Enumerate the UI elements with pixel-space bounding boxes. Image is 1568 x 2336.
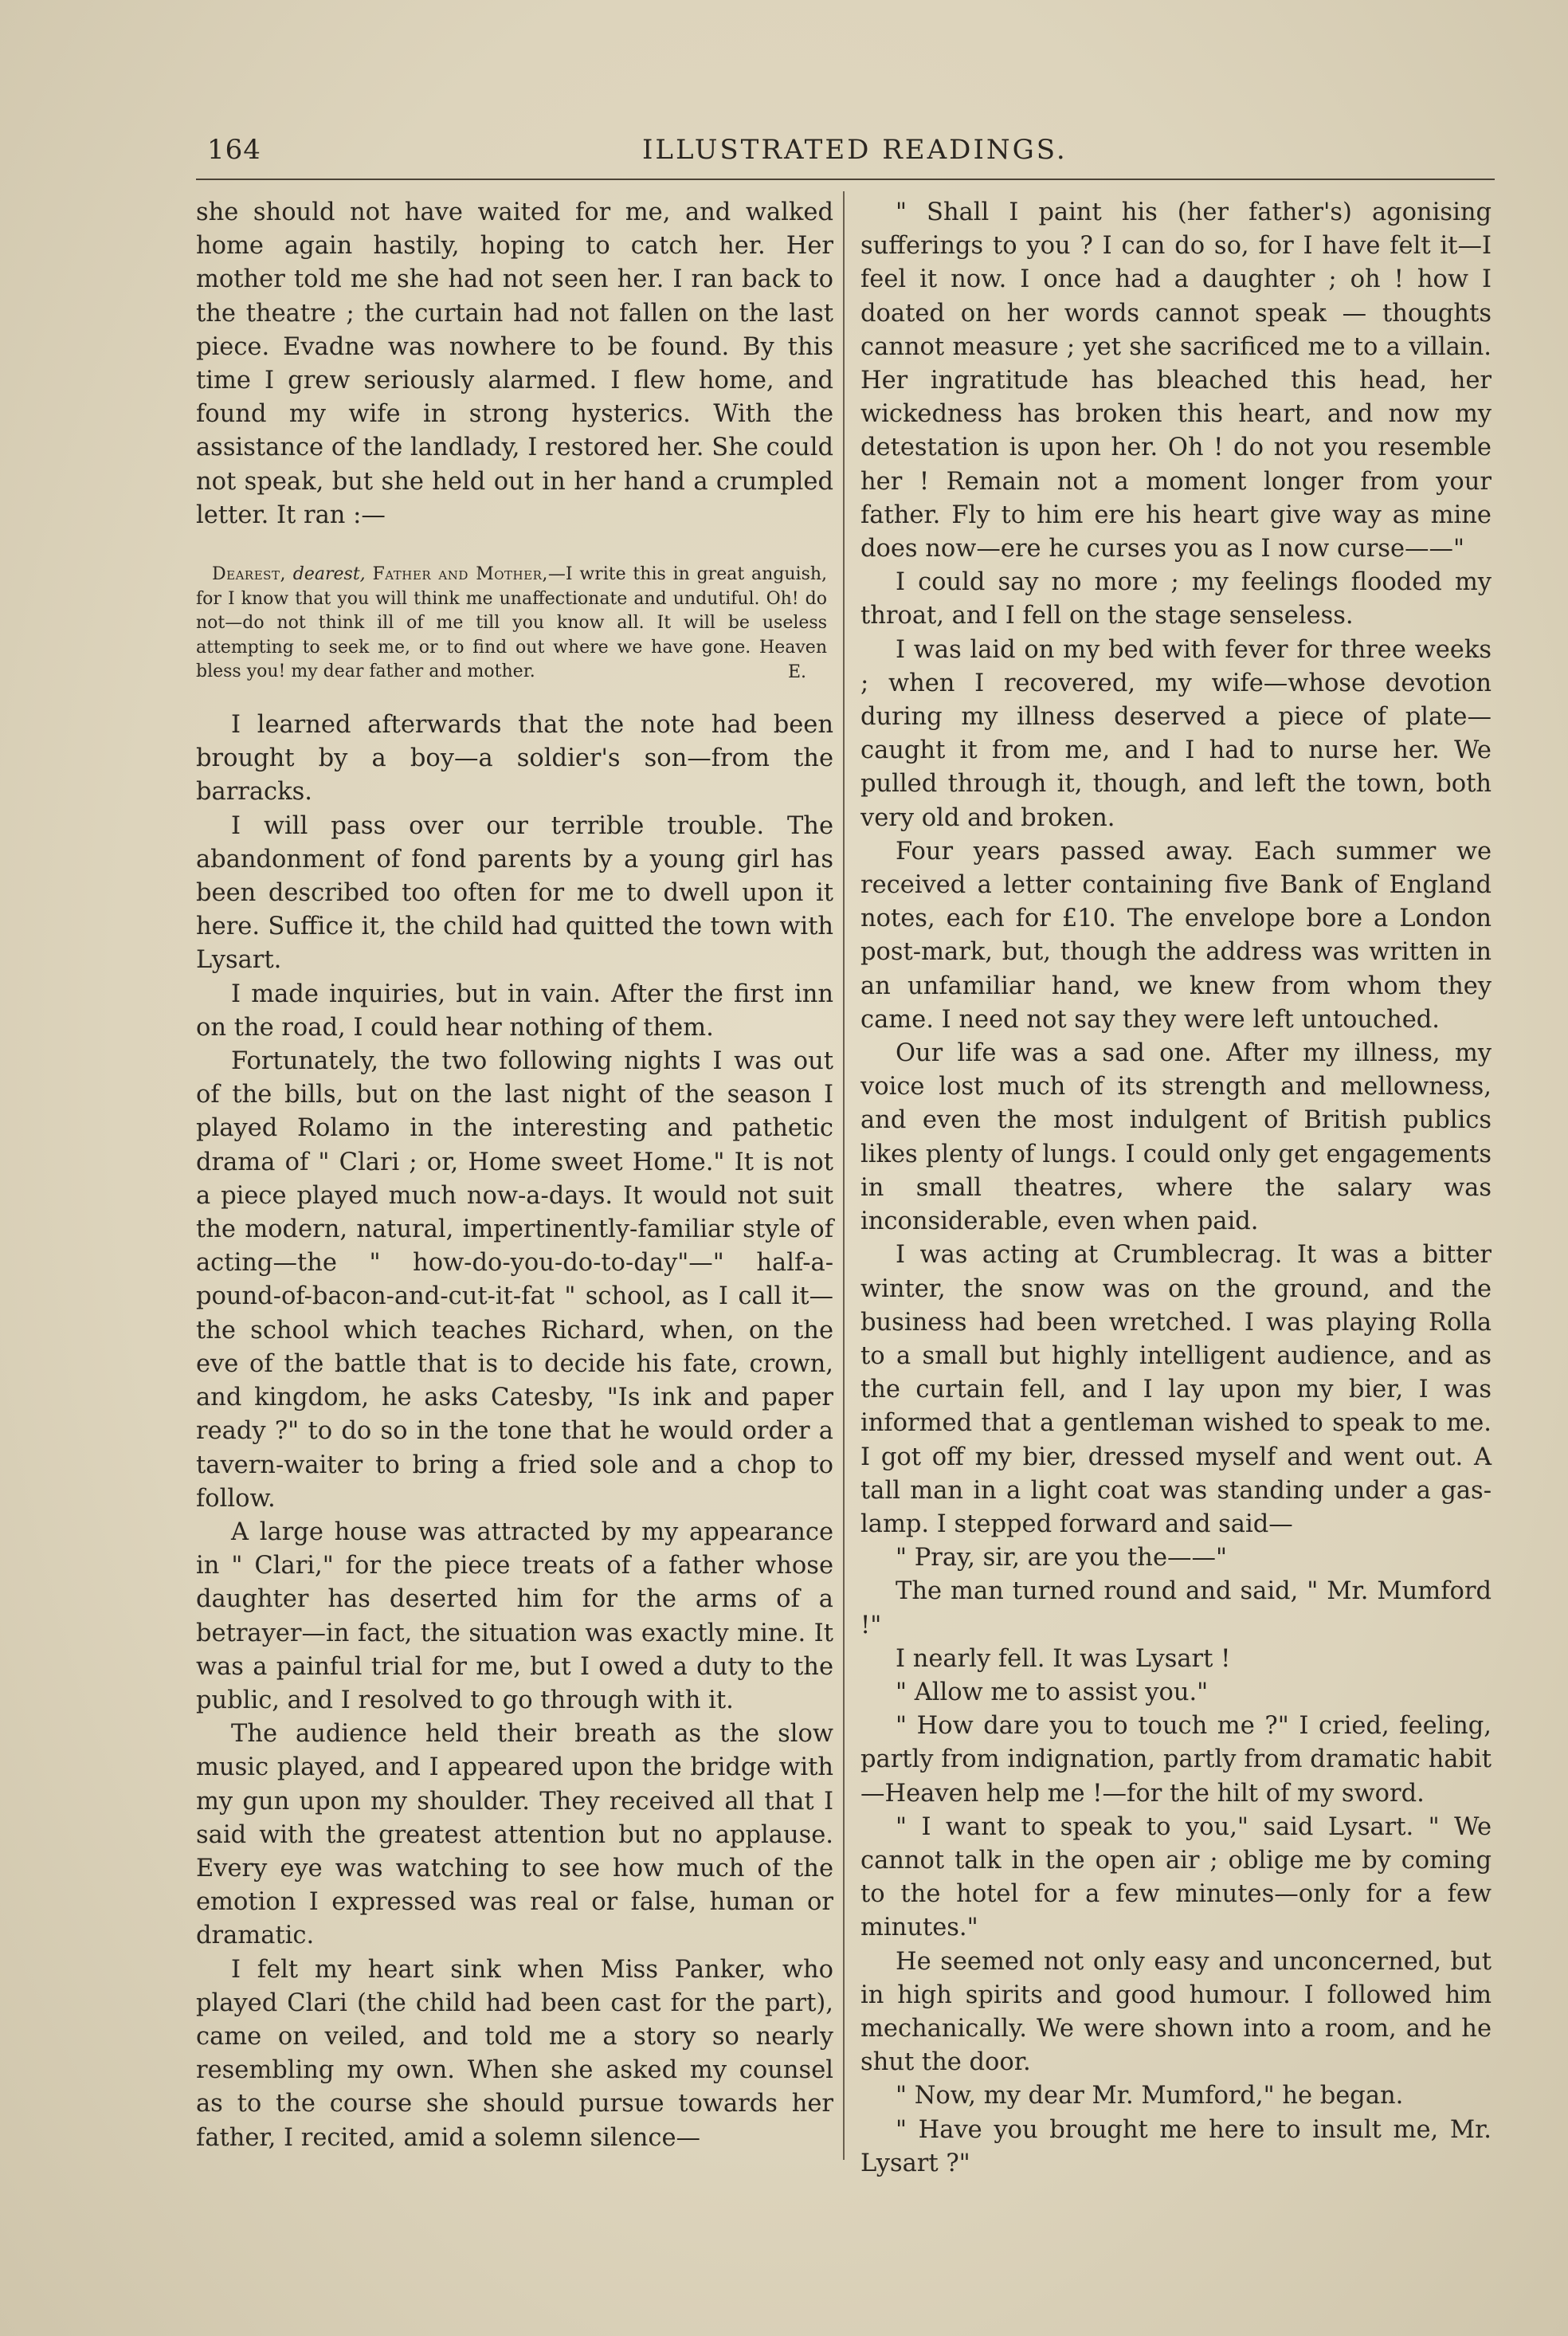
letter-salutation-emphasis: dearest, <box>292 564 366 585</box>
paragraph: The man turned round and said, " Mr. Mumford !" <box>860 1577 1492 1639</box>
paragraph: I felt my heart sink when Miss Panker, who played Clari (the child had been cast for the part), came on veiled, and told me a story so nearly resembling my own. When she asked my counsel as to the course she should pursue towards her father, I recited, amid a solemn silence— <box>196 1955 833 2152</box>
letter-body: —I write this in great anguish, for I know that you will think me unaffectionate and undutiful. Oh! do not—do not think ill of me till you know all. It will be useless attempting to seek me, or to find out where we have gone. Heaven bless you! my dear father and mother. <box>196 564 828 682</box>
quoted-letter <box>196 563 827 685</box>
right-column <box>860 196 1492 2181</box>
paragraph: I was acting at Crumblecrag. It was a bitter winter, the snow was on the ground, and the business had been wretched. I was playing Rolla to a small but highly intelligent audience, and as the curtain fell, and I lay upon my bier, I was informed that a gentleman wished to speak to me. I got off my bier, dressed myself and went out. A tall man in a light coat was standing under a gas-lamp. I stepped forward and said— <box>860 1241 1492 1538</box>
header-rule <box>196 179 1495 180</box>
page-header <box>196 134 1484 174</box>
paragraph: Our life was a sad one. After my illness, my voice lost much of its strength and mellowness, and even the most indulgent of British publics likes plenty of lungs. I could only get engagements in small theatres, where the salary was inconsiderable, even when paid. <box>860 1039 1492 1236</box>
paragraph: " Allow me to assist you." <box>896 1678 1209 1706</box>
paragraph: I made inquiries, but in vain. After the first inn on the road, I could hear nothing of them. <box>196 980 833 1042</box>
paragraph: The audience held their breath as the slow music played, and I appeared upon the bridge with my gun upon my shoulder. They received all that I said with the greatest attention but no applause. Every eye was watching to see how much of the emotion I expressed was real or false, human or dramatic. <box>196 1720 833 1950</box>
paragraph: " Pray, sir, are you the——" <box>896 1544 1228 1572</box>
paragraph: I learned afterwards that the note had been brought by a boy—a soldier's son—from the barracks. <box>196 711 833 807</box>
paragraph: I could say no more ; my feelings flooded my throat, and I fell on the stage senseless. <box>860 568 1492 630</box>
paragraph: I nearly fell. It was Lysart ! <box>896 1644 1231 1673</box>
paragraph: I was laid on my bed with fever for three weeks ; when I recovered, my wife—whose devotion during my illness deserved a piece of plate—caught it from me, and I had to nurse her. We pulled through it, though, and left the town, both very old and broken. <box>860 635 1492 832</box>
paragraph: " Have you brought me here to insult me, Mr. Lysart ?" <box>860 2115 1492 2177</box>
paragraph: A large house was attracted by my appearance in " Clari," for the piece treats of a father whose daughter has deserted him for the arms of a betrayer—in fact, the situation was exactly mine. It was a painful trial for me, but I owed a duty to the public, and I resolved to go through with it. <box>196 1517 833 1714</box>
running-title: ILLUSTRATED READINGS. <box>642 134 1068 166</box>
letter-salutation: Dearest, <box>212 564 286 585</box>
paragraph: I will pass over our terrible trouble. The abandonment of fond parents by a young girl has been described too often for me to dwell upon it here. Suffice it, the child had quitted the town with Lysart. <box>196 811 833 975</box>
letter-signature: E. <box>787 662 806 682</box>
paragraph: Fortunately, the two following nights I was out of the bills, but on the last night of the season I played Rolamo in the interesting and pathetic drama of " Clari ; or, Home sweet Home." It is not a piece played much now-a-days. It would not suit the modern, natural, impertinently-familiar style of acting—the " how-do-you-do-to-day"—" half-a-pound-of-bacon-and-cut-it-fat " school, as I call it—the school which teaches Richard, when, on the eve of the battle that is to decide his fate, crown, and kingdom, he asks Catesby, "Is ink and paper ready ?" to do so in the tone that he would order a tavern-waiter to bring a fried sole and a chop to follow. <box>196 1047 833 1513</box>
column-divider <box>843 191 845 2160</box>
paragraph: He seemed not only easy and unconcerned, but in high spirits and good humour. I followed him mechanically. We were shown into a room, and he shut the door. <box>860 1947 1492 2077</box>
left-column <box>196 196 833 2155</box>
paragraph: " How dare you to touch me ?" I cried, feeling, partly from indignation, partly from dramatic habit—Heaven help me !—for the hilt of my sword. <box>860 1712 1492 1808</box>
paragraph: " Now, my dear Mr. Mumford," he began. <box>896 2082 1404 2110</box>
paragraph: " I want to speak to you," said Lysart. " We cannot talk in the open air ; oblige me by coming to the hotel for a few minutes—only for a few minutes." <box>860 1812 1492 1942</box>
paragraph: Four years passed away. Each summer we received a letter containing five Bank of England notes, each for £10. The envelope bore a London post-mark, but, though the address was written in an unfamiliar hand, we knew from whom they came. I need not say they were left untouched. <box>860 837 1492 1034</box>
paragraph: " Shall I paint his (her father's) agonising sufferings to you ? I can do so, for I have felt it—I feel it now. I once had a daughter ; oh ! how I doated on her words cannot speak — thoughts cannot measure ; yet she sacrificed me to a villain. Her ingratitude has bleached this head, her wickedness has broken this heart, and now my detestation is upon her. Oh ! do not you resemble her ! Remain not a moment longer from your father. Fly to him ere his heart give way as mine does now—ere he curses you as I now curse——" <box>860 198 1492 563</box>
letter-salutation-addressee: Father and Mother, <box>372 564 548 585</box>
page-number: 164 <box>207 134 261 166</box>
paragraph: she should not have waited for me, and walked home again hastily, hoping to catch her. Her mother told me she had not seen her. I ran back to the theatre ; the curtain had not fallen on the last piece. Evadne was nowhere to be found. By this time I grew seriously alarmed. I flew home, and found my wife in strong hysterics. With the assistance of the landlady, I restored her. She could not speak, but she held out in her hand a crumpled letter. It ran :— <box>196 198 833 529</box>
